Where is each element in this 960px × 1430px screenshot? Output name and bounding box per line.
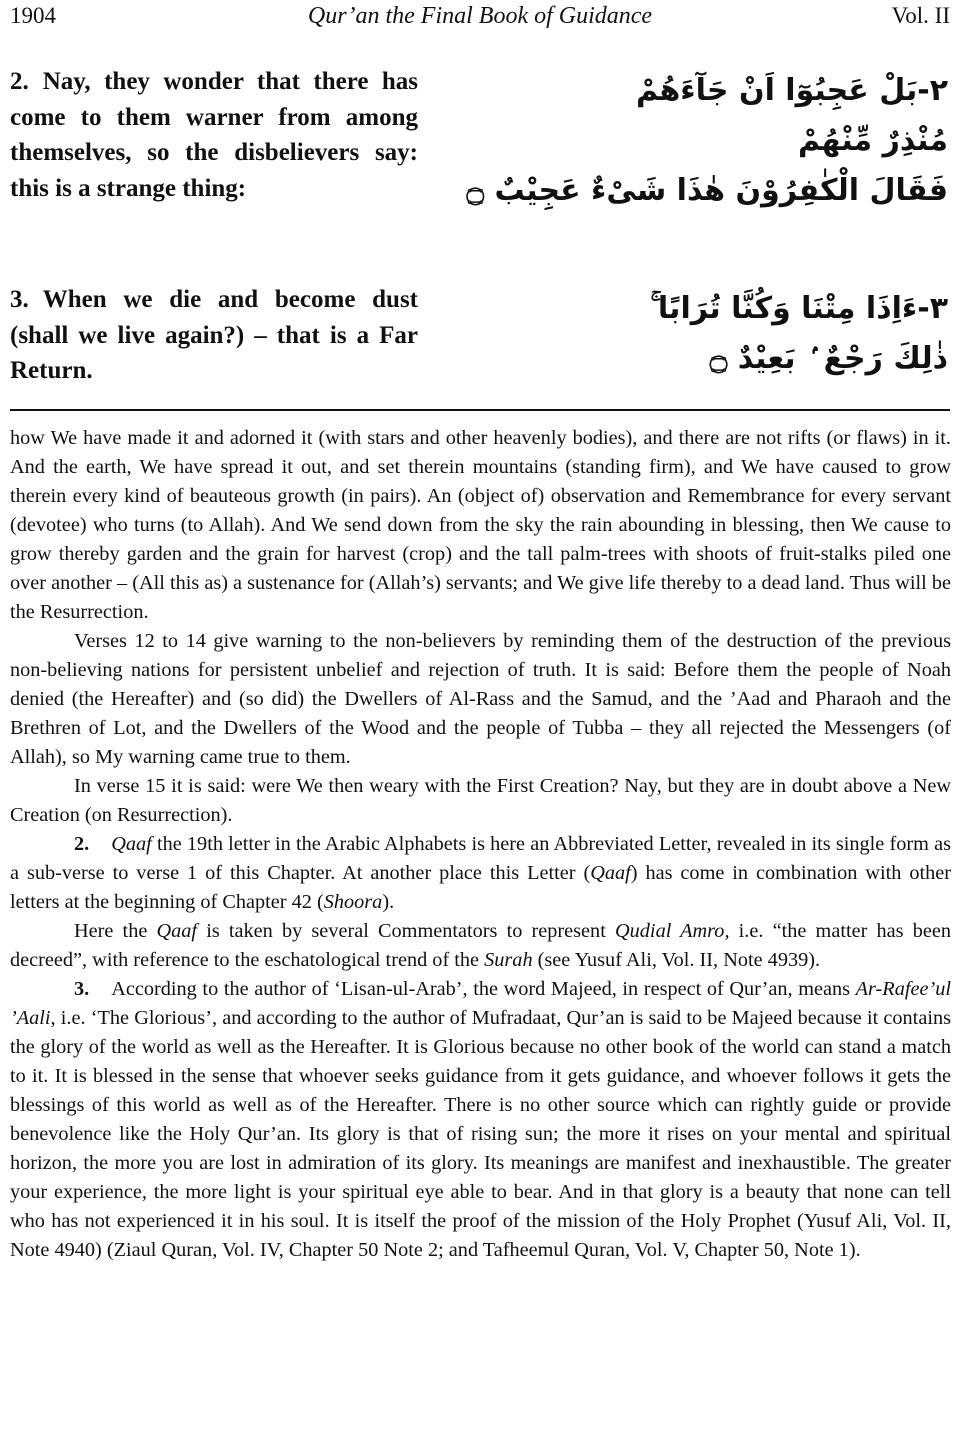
note-2: 2. Qaaf the 19th letter in the Arabic Alphabets is here an Abbreviated Letter, revealed in its single form as a sub-verse to verse 1 of this Chapter. At another place this Letter (Qaaf) has come in combination with other letters at the beginning of Chapter 42 (Shoora).: [10, 833, 951, 913]
running-header: [10, 3, 950, 33]
commentary-paragraph: Here the Qaaf is taken by several Commentators to represent Qudial Amro, i.e. “the matter has been decreed”, with reference to the eschatological trend of the Surah (see Yusuf Ali, Vol. II, Note 4939).: [10, 920, 951, 971]
arabic-line: ٢-بَلْ عَجِبُوٓا اَنْ جَآءَهُمْ: [635, 73, 948, 108]
commentary-body: [10, 424, 951, 1265]
note-number: 3.: [74, 978, 90, 1000]
verse-number: 3.: [10, 286, 29, 313]
commentary-paragraph: how We have made it and adorned it (with stars and other heavenly bodies), and there are not rifts (or flaws) in it. And the earth, We have spread it out, and set therein mountains (standing firm), and We have caused to grow therein every kind of beauteous growth (in pairs). An (object of) observation and Remembrance for every servant (devotee) who turns (to Allah). And We send down from the sky the rain abounding in blessing, then We cause to grow thereby garden and the grain for harvest (crop) and the tall palm-trees with shoots of fruit-stalks piled one over another – (All this as) a sustenance for (Allah’s) servants; and We give life thereby to a dead land. Thus will be the Resurrection.: [10, 427, 951, 623]
commentary-paragraph: Verses 12 to 14 give warning to the non-believers by reminding them of the destruction of the previous non-believing nations for persistent unbelief and rejection of truth. It is said: Before them the people of Noah denied (the Hereafter) and (so did) the Dwellers of Al-Rass and the Samud, and the ’Aad and Pharaoh and the Brethren of Lot, and the Dwellers of the Wood and the people of Tubba – they all rejected the Messengers (of Allah), so My warning came true to them.: [10, 630, 951, 768]
verse-number: 2.: [10, 68, 29, 95]
commentary-paragraph: In verse 15 it is said: were We then weary with the First Creation? Nay, but they are in doubt above a New Creation (on Resurrection).: [10, 775, 951, 826]
page-number: 1904: [10, 3, 56, 28]
verse-3-arabic: [650, 284, 948, 384]
book-title: Qur’an the Final Book of Guidance: [307, 3, 653, 29]
verse-text: Nay, they wonder that there has come to them warner from among themselves, so the disbelievers say: this is a strange thing:: [10, 68, 418, 202]
note-number: 2.: [74, 833, 90, 855]
verse-2-arabic: [466, 66, 948, 216]
verse-3-translation: [10, 282, 418, 389]
verse-2-translation: [10, 64, 418, 206]
verse-text: When we die and become dust (shall we live again?) – that is a Far Return.: [10, 286, 418, 384]
arabic-line: مُنْذِرٌ مِّنْهُمْ: [797, 123, 948, 158]
arabic-line: فَقَالَ الْكٰفِرُوْنَ هٰذَا شَىْءٌ عَجِيْبٌ ۝: [466, 173, 948, 208]
arabic-line: ذٰلِكَ رَجْعٌ ۢ بَعِيْدٌ ۝: [709, 341, 948, 376]
arabic-line: ٣-ءَاِذَا مِتْنَا وَكُنَّا تُرَابًا ۚ: [650, 291, 948, 326]
volume-label: Vol. II: [891, 3, 950, 28]
section-divider: [10, 409, 950, 411]
note-3: 3. According to the author of ‘Lisan-ul-Arab’, the word Majeed, in respect of Qur’an, means Ar-Rafee’ul ’Aali, i.e. ‘The Glorious’, and according to the author of Mufradaat, Qur’an is said to be Majeed because it contains the glory of the world as well as the Hereafter. It is Glorious because no other book of the world can stand a match to it. It is blessed in the sense that whoever seeks guidance from it gets guidance, and whoever follows it gets the blessings of this world as well as of the Hereafter. There is no other source which can rightly guide or provide benevolence like the Holy Qur’an. Its glory is that of rising sun; the more it rises on your mental and spiritual horizon, the more you are lost in admiration of its glory. Its meanings are manifest and inexhaustible. The greater your experience, the more light is your spiritual eye able to bear. And in that glory is a beauty that none can tell who has not experienced it in his soul. It is itself the proof of the mission of the Holy Prophet (Yusuf Ali, Vol. II, Note 4940) (Ziaul Quran, Vol. IV, Chapter 50 Note 2; and Tafheemul Quran, Vol. V, Chapter 50, Note 1).: [10, 978, 951, 1261]
